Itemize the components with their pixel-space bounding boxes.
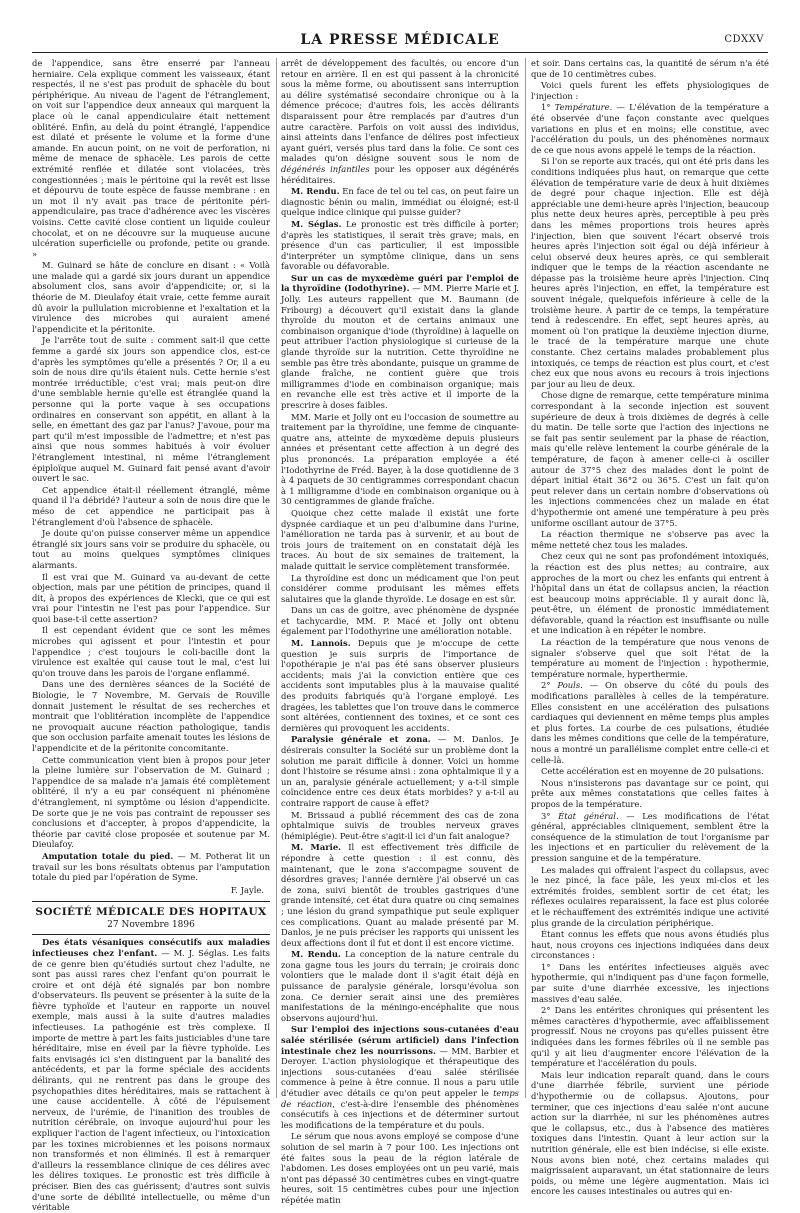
paragraph: Dans un cas de goitre, avec phénomène de dyspnée et tachycardie, MM. P. Macé et Jolly ont obtenu également par l'Iodothyrine une amélioration notable. xyxy=(281,605,519,637)
paragraph-body: Le pronostic est très difficile à porter; d'après les statistiques, il serait très grave; mais, en présence d'un cas particulier, il est impossible d'interpréter un symptôme clinique, dans un sens favorable ou défavorable. xyxy=(281,218,519,272)
column-1 xyxy=(32,58,271,1213)
paragraph: 2° Dans les entérites chroniques qui présentent les mêmes caractères d'hypothermie, avec affaiblissement progressif. Nous ne croyons pas qu'elles puissent être indiquées dans les formes fébriles où il ne semble pas qu'il y ait lieu d'augmenter encore l'élévation de la température et l'accélération du pouls. xyxy=(531,1005,769,1069)
subsection-heading: Température. xyxy=(554,102,613,113)
paragraph-body: — MM. Barbier et Deroyer. L'action physiologique et thérapeutique des injections sous-cutanées d'eau salée stérilisée commence à peine à être connue. Il nous a paru utile d'étudier avec détails ce qu'on peut appeler le xyxy=(281,1045,519,1098)
paragraph xyxy=(531,680,769,765)
paragraph: Chez ceux qui ne sont pas profondément intoxiqués, la réaction est des plus nettes; au contraire, aux approches de la mort ou chez les enfants qui entrent à l'hôpital dans un état de collapsus ancien, la réaction est beaucoup moins appréciable. Il y aurait donc là, peut-être, un élément de pronostic immédiatement défavorable, quand la réaction est insuffisante ou nulle et une indication à en répéter le nombre. xyxy=(531,551,769,636)
paragraph: Cette communication vient bien à propos pour jeter la pleine lumière sur l'observation de M. Guinard ; l'appendice de sa malade n'a jamais été complètement oblitéré, il n'y a eu par conséquent ni phénomène d'étranglement, ni symptôme ou lésion d'appendicite. De sorte que je ne vois pas contraint de repousser ses conclusions et d'accepter, à propos d'appendicite, la théorie par cavité close proposée et soutenue par M. Dieulafoy. xyxy=(32,754,270,850)
paragraph-body: La conception de la nature centrale du zona gagne tous les jours du terrain; je croirais donc volontiers que le malade dont il s'agit était déjà en puissance de paralysie générale, lorsqu'évolua son zona. Ce dernier serait ainsi une des premières manifestations de la méningo-encéphalite que nous observons aujourd'hui. xyxy=(281,949,519,1023)
society-date: 27 Novembre 1896 xyxy=(107,920,195,931)
paragraph-body: , c'est-à-dire l'ensemble des phénomènes consécutifs à ces injections et de déterminer surtout les modifications de la température et du pouls. xyxy=(281,1098,519,1130)
paragraph: La thyroïdine est donc un médicament que l'on peut considérer comme produisant les mêmes effets salutaires que la glande thyroïde. Le dosage en est sûr. xyxy=(281,572,519,604)
list-number: 2° xyxy=(541,680,558,691)
speaker-name: M. Lannois. xyxy=(291,638,351,649)
paragraph xyxy=(281,1024,519,1130)
paragraph xyxy=(281,186,519,218)
paragraph: M. Guinard se hâte de conclure en disant : « Voilà une malade qui a gardé six jours durant un appendice absolument clos, sans avoir d'appendicite; or, si la théorie de M. Dieulafoy était vraie, cette femme aurait dû avoir la pullulation microbienne et l'exaltation et la virulence des microbes qui auraient amené l'appendicite et la péritonite. xyxy=(32,260,270,334)
section-heading: Sur un cas de myxœdème guéri par l'emploi de la thyroïdine (Iodothyrine). xyxy=(281,272,519,294)
column-2 xyxy=(281,58,520,1205)
page-header xyxy=(32,30,768,53)
paragraph-body: En face de tel ou tel cas, on peut faire un diagnostic bénin ou malin, immédiat ou éloigné; est-il quelque indice clinique qui puisse guider? xyxy=(281,186,519,218)
paragraph: Voici quels furent les effets physiologiques de l'injection : xyxy=(531,80,769,101)
paragraph-body: — MM. Pierre Marie et J. Jolly. Les auteurs rappellent que M. Baumann (de Fribourg) a découvert qu'il existait dans la glande thyroïde du mouton et de certains animaux une combinaison organique d'iode (thyroïdine) à laquelle on peut attribuer l'action physiologique si curieuse de la glande thyroïde sur la nutrition. Cette thyroïdine ne semble pas être très abondante, puisque un gramme de glande fraîche, ne contient guère que trois milligrammes d'iode en combinaison organique; mais en revanche elle est très active et il importe de la prescrire à doses faibles. xyxy=(281,283,519,410)
paragraph-body: Il est effectivement très difficile de répondre à cette question : il est connu, dès maintenant, que le zona s'accompagne souvent de désordres graves; l'année dernière j'ai observé un cas de zona, suivi bientôt de troubles gastriques d'une grande intensité, cet état dura quatre ou cinq semaines ; une lésion du grand sympathique put seule expliquer ces complications. Quant au malade présenté par M. Danlos, je ne puis préciser les rapports qui unissent les deux affections dont il fut et dont il est encore victime. xyxy=(281,842,520,948)
column-3 xyxy=(531,58,769,1197)
column-rule-1 xyxy=(276,58,277,1098)
author-signature: F. Jayle. xyxy=(230,884,264,895)
paragraph: Nous n'insisterons pas davantage sur ce point, qui prête aux mêmes constatations que celles faites à propos de la température. xyxy=(531,777,769,809)
paragraph-body: — M. J. Séglas. Les faits de ce genre bien qu'étudiés surtout chez l'adulte, ne sont pas aussi rares chez l'enfant qu'on pourrait le croire et ont déjà été signalés par bon nombre d'observateurs. Ils peuvent se présenter à la suite de la fièvre typhoïde et l'auteur en rapporte un nouvel exemple, mais aussi à la suite d'autres maladies infectieuses. La pathogénie est très complexe. Il importe de mettre à part les faits justiciables d'une tare héréditaire, mise en éveil par la fièvre typhoïde. Les faits envisagés ici s'en distinguent par la banalité des antécédents, et par la forme spéciale des accidents délirants, qui ne rentrent pas dans le groupe des psychopathies dites héréditaires, mais se rattachent à une cause accidentelle. À côté de l'épuisement nerveux, de l'urémie, de l'inanition des troubles de nutrition cérébrale, on invoque aujourd'hui pour les expliquer l'action de l'agent infectieux, ou l'intoxication par les toxines microbiennes et les poisons normaux non transformés et non éliminés. Il est à remarquer d'ailleurs la ressemblance clinique de ces délires avec les délires toxiques. Le pronostic est très difficile à préciser. Bien des cas guérissent; d'autres sont suivis d'une sorte de débilité intellectuelle, ou même d'un véritable xyxy=(32,947,271,1213)
paragraph xyxy=(32,937,270,1212)
list-number: 3° xyxy=(541,810,559,821)
subsection-heading: Pouls. xyxy=(557,680,583,691)
paragraph: Cet appendice était-il réellement étranglé, même quand il l'a débridé? l'auteur a soin de nous dire que le méso de cet appendice ne participait pas à l'étranglement d'où l'absence de sphacèle. xyxy=(32,484,270,527)
paragraph: M. Brissaud a publié récemment des cas de zona ophtalmique suivis de troubles nerveux graves (hémiplégie). Peut-être s'agit-il ici d'un fait analogue? xyxy=(281,809,519,841)
speaker-name: M. Rendu. xyxy=(291,186,340,197)
paragraph: Cette accélération est en moyenne de 20 pulsations. xyxy=(541,766,764,777)
paragraph-body: pour les opposer aux dégénérés héréditaires. xyxy=(281,163,519,185)
paragraph-body: Depuis que je m'occupe de cette question je suis surpris de l'importance de l'opothérapie je n'ai pas été sans observer plusieurs accidents; mais j'ai la conviction entière que ces accidents sont imputables plus à la mauvaise qualité des produits fabriqués qu'à l'organe employé. Les dragées, les tablettes que l'on trouve dans le commerce sont altérées, contiennent des toxines, et ce sont ces dernières qui provoquent les accidents. xyxy=(281,638,520,733)
section-heading: Sur l'emploi des injections sous-cutanées d'eau salée stérilisée (sérum artificiel) dans l'infection intestinale chez les nourrissons. xyxy=(281,1024,519,1056)
paragraph: Les malades qui offraient l'aspect du collapsus, avec le nez pincé, la face pâle, les yeux mi-clos et les extrémités froides, semblent sortir de cet état; les réflexes oculaires reparaissent, la face est plus colorée et le réchauffement des extrémités indique une activité plus grande de la circulation périphérique. xyxy=(531,864,769,928)
paragraph: Quoique chez cette malade il existât une forte dyspnée cardiaque et un peu d'albumine dans l'urine, l'amélioration ne tarda pas à survenir, et au bout de trois jours de traitement on en constatait déjà les traces. Au bout de six semaines de traitement, la malade quittait le service complètement transformée. xyxy=(281,507,519,571)
paragraph: Si l'on se reporte aux tracés, qui ont été pris dans les conditions indiquées plus haut, on remarque que cette élévation de température varie de deux à huit dixièmes de degré pour chaque injection. Elle est déjà appréciable une demi-heure après l'injection, beaucoup plus nette deux heures après, perceptible à peu près dans les mêmes proportions trois heures après l'injection, bien que souvent l'écart observé trois heures après l'injection soit égal ou déjà inférieur à celui observé deux heures après, ce qui semblerait indiquer que le temps de la réaction ascendante ne dépasse pas la troisième heure après l'injection. Cinq heures après l'injection, en effet, la température est souvent inégale, quelquefois inférieure à celle de la troisième heure. À partir de ce temps, la température tend à redescendre. En effet, sept heures après, au moment où l'on pratique la deuxième injection diurne, le tracé de la température marque une chute constante. Chez certains malades probablement plus intoxiqués, ce temps de réaction est plus court, et c'est chez eux que nous avons eu recours à trois injections par jour au lieu de deux. xyxy=(531,156,769,389)
paragraph-body: — M. Danlos. Je désirerais consulter la Société sur un problème dont la solution me parait difficile à donner. Voici un homme dont l'histoire se résume ainsi : zona ophtalmique il y a un an, paralysie générale actuellement; y a-t-il simple coïncidence entre ces deux états morbides? y a-t-il au contraire rapport de cause à effet? xyxy=(281,734,519,808)
paragraph: MM. Marie et Jolly ont eu l'occasion de soumettre au traitement par la thyroïdine, une femme de cinquante-quatre ans, atteinte de myxœdème depuis plusieurs années et présentant cette affection à un degré des plus prononcés. La préparation employée a été l'Iodothyrine de Fréd. Bayer, à la dose quotidienne de 3 à 4 paquets de 30 centigrammes correspondant chacun à 1 milligramme d'iode en combinaison organique ou à 30 centigrammes de glande fraîche. xyxy=(281,411,519,507)
paragraph xyxy=(281,734,519,808)
subsection-heading: État général. xyxy=(558,810,619,821)
italic-term: temps de réaction xyxy=(281,1088,519,1109)
paragraph xyxy=(281,949,519,1023)
section-heading: Paralysie générale et zona. xyxy=(291,734,431,745)
paragraph: La réaction thermique ne s'observe pas avec la même netteté chez tous les malades. xyxy=(531,529,769,550)
paragraph: Étant connus les effets que nous avons étudiés plus haut, nous croyons ces injections indiquées dans deux circonstances : xyxy=(531,929,769,961)
journal-title: LA PRESSE MÉDICALE xyxy=(300,32,500,48)
section-heading: Des états vésaniques consécutifs aux maladies infectieuses chez l'enfant. xyxy=(32,937,270,958)
list-number: 1° xyxy=(541,102,555,113)
paragraph: Il est vrai que M. Guinard va au-devant de cette objection, mais par une pétition de principes, quand il dit, à propos des expériences de Klecki, que ce qui est vrai pour l'intestin ne l'est pas pour l'appendice. Sur quoi base-t-il cette assertion? xyxy=(32,571,270,624)
paragraph xyxy=(32,851,270,883)
paragraph: Il est cependant évident que ce sont les mêmes microbes qui agissent et pour l'intestin et pour l'appendice ; c'est toujours le coli-bacille dont la virulence est exaltée qui cause tout le mal, c'est lui qu'on trouve dans les parois de l'organe enflammé. xyxy=(32,625,270,678)
paragraph xyxy=(531,102,769,155)
page-number: CDXXV xyxy=(724,34,764,45)
paragraph xyxy=(281,842,519,948)
paragraph: et soir. Dans certains cas, la quantité de sérum n'a été que de 10 centimètres cubes. xyxy=(531,58,769,79)
paragraph-body: — M. Potherat lit un travail sur les bons résultats obtenus par l'amputation totale du pied par l'opération de Syme. xyxy=(32,850,270,883)
society-heading xyxy=(32,901,270,935)
paragraph: La réaction de la température que nous venons de signaler s'observe quel que soit l'état de la température au moment de l'injection : hypothermie, température normale, hyperthermie. xyxy=(531,637,769,679)
paragraph-body: arrêt de développement des facultés, ou encore d'un retour en arrière. Il en est qui passent à la chronicité sous la même forme, ou aboutissent sans interruption au délire systématisé secondaire chronique ou à la démence précoce; d'autres fois, les accès délirants disparaissent pour être remplacés par d'autres d'un autre caractère. Parfois on voit aussi des individus, ainsi atteints dans l'enfance de délires post infectieux ayant guéri, versés plus tard dans la folie. Ce sont ces malades qu'on désigne souvent sous le nom de xyxy=(281,58,519,164)
paragraph-body: — On observe du côté du pouls des modifications parallèles à celles de la température. Elles consistent en une accélération des pulsations cardiaques qui deviennent en même temps plus amples et plus fortes. La courbe de ces pulsations, étudiée dans les mêmes conditions que celle de la température, nous a montré un parallélisme complet entre celle-ci et celle-là. xyxy=(531,680,769,765)
speaker-name: M. Rendu. xyxy=(291,949,341,960)
paragraph: Mais leur indication reparaît quand, dans le cours d'une diarrhée fébrile, survient une période d'hypothermie ou de collapsus. Ajoutons, pour terminer, que ces injections d'eau salée n'ont aucune action sur la diarrhée, ni sur les phénomènes autres que le collapsus, etc., dus à l'absence des matières toxiques dans l'intestin. Quant à leur action sur la nutrition générale, elle est bien indécise, si elle existe. Nous avons bien noté, chez certains malades qui maigrissaient auparavant, un état stationnaire de leurs poids, ou même une légère augmentation. Mais ici encore les causes intestinales ou autres qui en- xyxy=(531,1069,769,1197)
paragraph: de l'appendice, sans être enserré par l'anneau herniaire. Cela explique comment les vaisseaux, étant respectés, il ne s'est pas produit de sphacèle du bout périphérique. Au niveau de l'agent de l'étranglement, on voit sur l'appendice deux anneaux qui marquent la place où le canal appendiculaire était nettement oblitéré. Enfin, au delà du point étranglé, l'appendice est dilaté et présente le volume et la forme d'une amande. En aucun point, on ne voit de perforation, ni même de menace de sphacèle. Les parois de cette extrémité renflée et dilatée sont violacées, très congestionnées ; mais le péritoine qui la revêt est lisse et dépourvu de toute espèce de fausse membrane : en un mot il n'y avait pas trace de péritonite péri-appendiculaire, pas trace d'adhérence avec les viscères voisins. Cette cavité close contient un liquide couleur chocolat, et on ne découvre sur la muqueuse aucune ulcération superficielle ou profonde, petite ou grande. » xyxy=(32,58,270,259)
paragraph xyxy=(531,811,769,864)
paragraph-body: — Les modifications de l'état général, appréciables cliniquement, semblent être la conséquence de la stimulation de tout l'organisme par les injections et en particulier du relèvement de la pression sanguine et de la température. xyxy=(531,810,769,863)
paragraph: 1° Dans les entérites infectieuses aiguës avec hypothermie, qui n'indiquent pas d'une façon formelle, par suite d'une diarrhée excessive, les injections massives d'eau salée. xyxy=(531,961,769,1004)
paragraph-body: — L'élévation de la température a été observée d'une façon constante avec quelques variations en plus et en moins; elle constitue, avec l'accélération du pouls, un des phénomènes normaux de ce que nous avons appelé le temps de la réaction. xyxy=(531,102,769,155)
speaker-name: M. Marie. xyxy=(291,842,342,853)
paragraph: Chose digne de remarque, cette température minima correspondant à la seconde injection est souvent supérieure de deux à trois dixièmes de degrés à celle du matin. De telle sorte que l'action des injections ne se fait pas sentir seulement par la phase de réaction, mais qu'elle relève lentement la courbe générale de la température, de façon à amener celle-ci à osciller autour de 37°5 chez des malades dont le point de départ initial était 36°2 ou 36°5. C'est un fait qu'on peut relever dans un certain nombre d'observations où les injections commencées chez un malade en état d'hypothermie ont amené une température à peu près uniforme oscillant autour de 37°5. xyxy=(531,390,769,528)
society-title: SOCIÉTÉ MÉDICALE DES HOPITAUX xyxy=(35,906,267,919)
paragraph: Je doute qu'on puisse conserver même un appendice étranglé six jours sans voir se produire du sphacèle, ou tout au moins quelques symptômes cliniques alarmants. xyxy=(32,528,270,570)
column-rule-2 xyxy=(525,58,526,1098)
paragraph: Dans une des dernières séances de la Société de Biologie, le 7 Novembre, M. Gervais de Rouville donnait justement le résultat de ses recherches et montrait que l'oblitération incomplète de l'appendice ne provoquait aucune réaction pathologique, tandis que son occlusion parfaite amenait toutes les lésions de l'appendicite et de la péritonite concomitante. xyxy=(32,679,270,753)
paragraph: Je l'arrête tout de suite : comment sait-il que cette femme a gardé six jours son appendice clos, est-ce d'après les symptômes qu'elle a présentés ? Or, il a eu soin de nous dire qu'ils étaient nuls. Cette hernie s'est montrée irréductible, c'est vrai; mais peut-on dire d'une semblable hernie qu'elle est étranglée quand la personne qui la porte vaque à ses occupations ordinaires en conservant son appétit, en allant à la selle, en émettant des gaz par l'anus? J'avoue, pour ma part qu'il m'est impossible de l'admettre; et n'est pas ainsi que nous sommes habitués à voir évoluer l'étranglement intestinal, ni même l'étranglement épiploïque auquel M. Guinard fait pensé avant d'avoir ouvert le sac. xyxy=(32,335,270,484)
paragraph xyxy=(281,638,519,733)
paragraph xyxy=(281,219,519,272)
paragraph xyxy=(281,273,519,411)
paragraph xyxy=(281,58,519,185)
speaker-name: M. Séglas. xyxy=(291,218,342,229)
paragraph: Le sérum que nous avons employé se compose d'une solution de sel marin à 7 pour 100. Les injections ont été faites sous la peau de la région latérale de l'abdomen. Les doses employées ont un peu varié, mais n'ont pas dépassé 30 centimètres cubes en vingt-quatre heures, soit 15 centimètres cubes pour une injection répétée matin xyxy=(281,1131,519,1205)
italic-term: dégénérés infantiles xyxy=(281,163,370,174)
section-heading: Amputation totale du pied. xyxy=(42,850,174,861)
